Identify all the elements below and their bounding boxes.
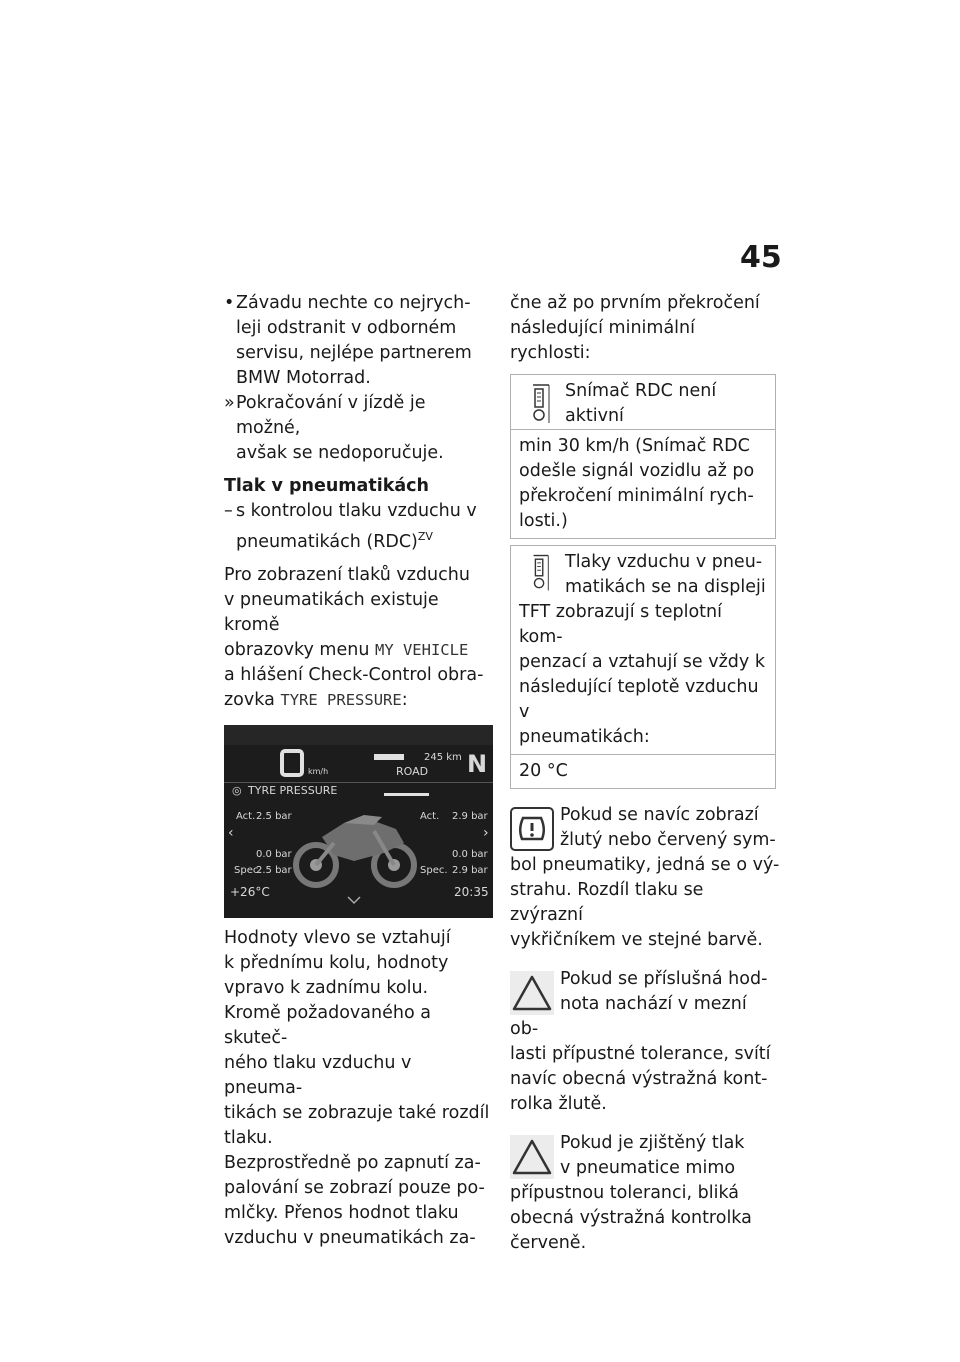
menu-name: MY VEHICLE [374,640,469,659]
option-code: ZV [417,530,433,543]
text-line: servisu, nejlépe partnerem [236,343,472,363]
bullet-icon: • [224,293,235,313]
warning-triangle-icon [510,971,554,1015]
pressure-gauge-icon [519,550,561,596]
page-number: 45 [740,240,782,275]
text-line: avšak se nedoporučuje. [236,443,444,463]
warning-red: Pokud je zjištěný tlak v pneumatice mimo přípustnou toleranci, bliká obecná výstražná kontrolka červeně. [510,1133,752,1253]
right-column [510,291,780,1256]
section-heading: Tlak v pneumatikách [224,476,429,496]
text-line: pneumatikách (RDC)$^{ZV}$ [236,530,433,552]
text-line: BMW Motorrad. [236,368,371,388]
paragraph: Pro zobrazení tlaků vzduchu v pneumatikách existuje kromě obrazovky menu MY VEHICLE a hlášení Check-Control obra- zovka TYRE PRESSURE: [224,564,484,710]
warning-tyre-symbol: Pokud se navíc zobrazí žlutý nebo červený sym- bol pneumatiky, jedná se o vý- strahu. Rozdíl tlaku se zvýrazní vykřičníkem ve stejné barvě. [510,805,780,950]
warning-triangle-icon [510,1135,554,1179]
dash-icon: – [224,501,233,521]
info-box-temperature: Tlaky vzduchu v pneu- matikách se na displeji TFT zobrazují s teplotní kom- penzací a vztahují se vždy k následující teplotě vzduchu v pneumatikách: 20 °C [510,545,776,789]
warning-yellow: Pokud se příslušná hod- nota nachází v mezní ob- lasti přípustné tolerance, svítí navíc obecná výstražná kont- rolka žlutě. [510,969,771,1114]
tyre-icon: ◎ [232,783,242,797]
paragraph: Hodnoty vlevo se vztahují k přednímu kolu, hodnoty vpravo k zadnímu kolu. [224,927,451,998]
left-column [224,291,494,1251]
reference-temperature: 20 °C [511,754,775,788]
bullet-item [224,291,494,391]
pressure-gauge-icon [519,379,561,429]
text-line: Závadu nechte co nejrych- [236,293,471,313]
gear-indicator: N [467,749,488,778]
option-item [224,499,494,555]
result-item [224,391,494,466]
text-line: Pokračování v jízdě je možné, [236,393,426,438]
screen-name: TYRE PRESSURE [280,690,402,709]
text-line: s kontrolou tlaku vzduchu v [236,501,477,521]
paragraph: čne až po prvním překročení následující minimální rychlosti: [510,293,760,363]
tft-screen-image: km/h 245 km ROAD N ◎ TYRE PRESSURE Act. 2.5 bar Act. 2.9 bar ‹ › 0.0 bar 0.0 bar Spec. 2.5 bar Spec. 2.9 bar +26°C 20:35 [224,725,493,918]
paragraph: Kromě požadovaného a skuteč- ného tlaku vzduchu v pneuma- tikách se zobrazuje také rozdíl tlaku. [224,1002,490,1148]
paragraph: Bezprostředně po zapnutí za- palování se zobrazí pouze po- mlčky. Přenos hodnot tlaku vzduchu v pneumatikách za- [224,1152,485,1248]
text-line: leji odstranit v odborném [236,318,457,338]
info-box-rdc: Snímač RDC není aktivní min 30 km/h (Snímač RDC odešle signál vozidlu až po překročení minimální rych- losti.) [510,374,776,539]
tyre-pressure-warning-icon [510,807,554,851]
result-arrow-icon: » [224,393,235,413]
